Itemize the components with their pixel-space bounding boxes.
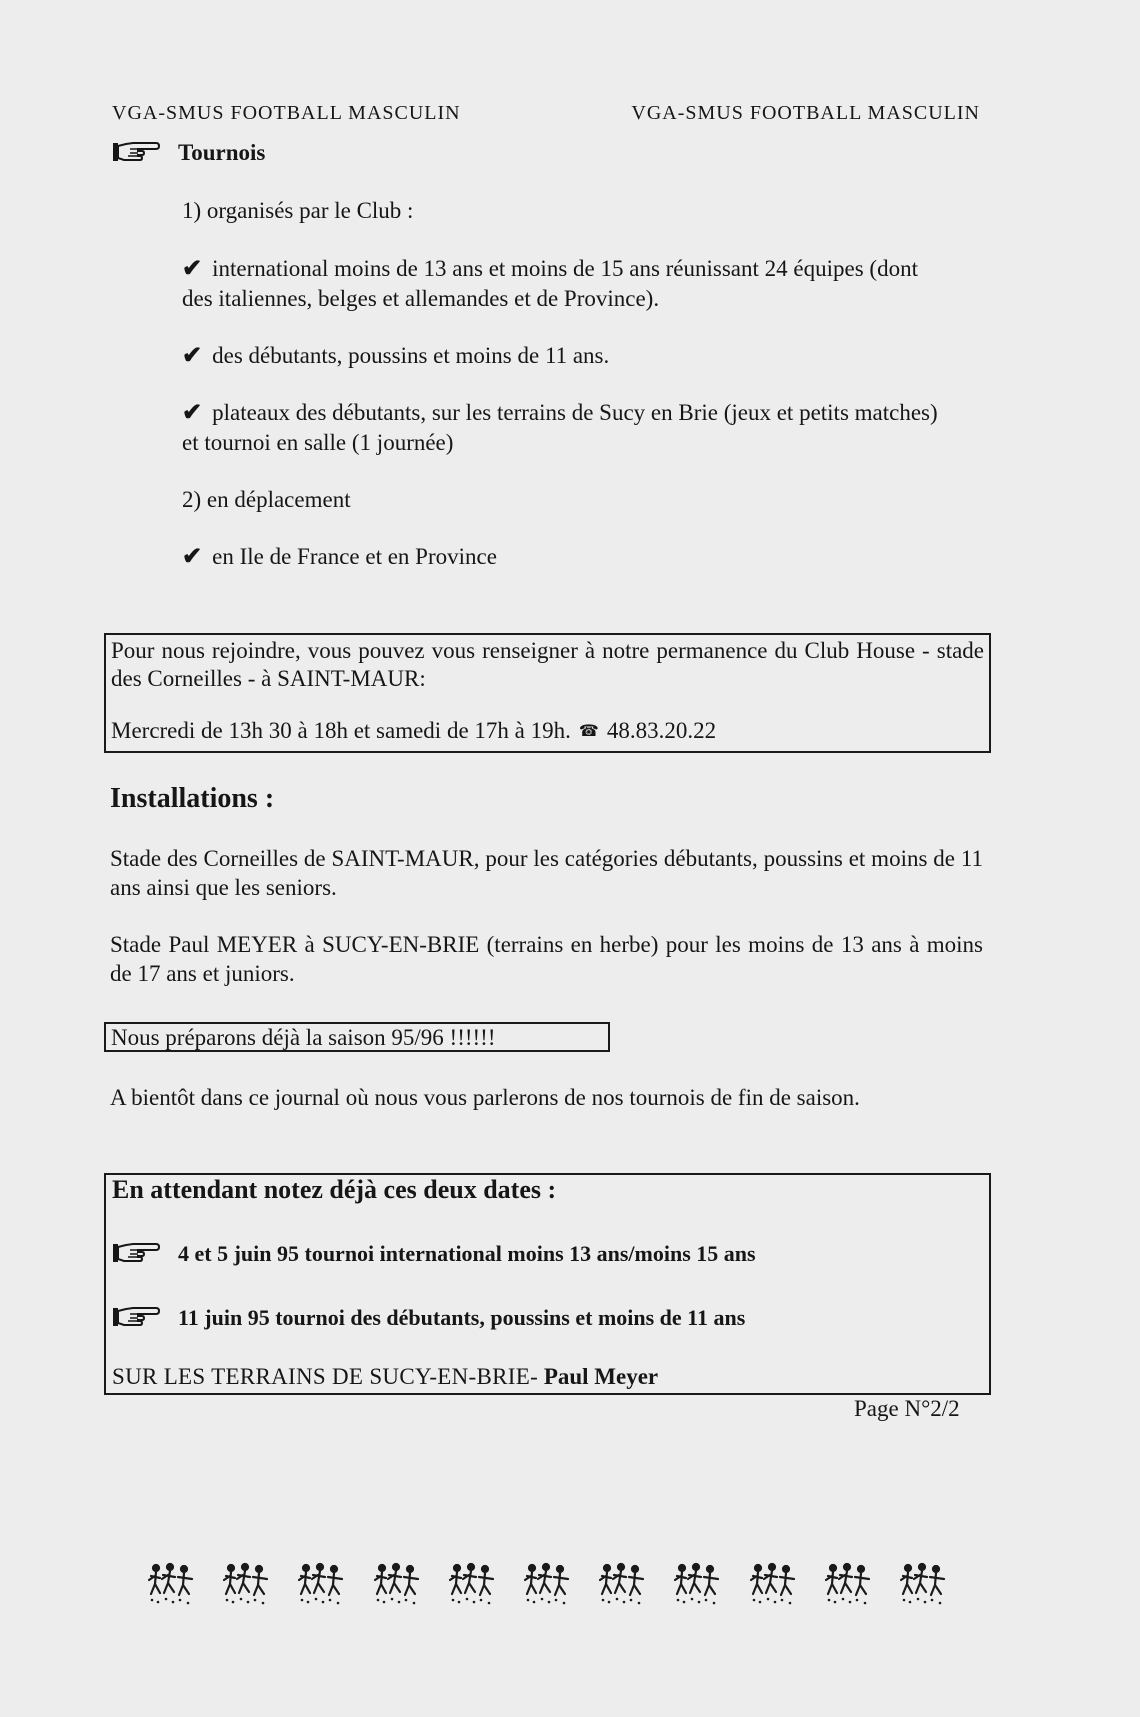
check-mark-icon: ✔	[182, 343, 203, 369]
tournois-title: Tournois	[178, 140, 266, 165]
running-figures-icon	[449, 1562, 497, 1608]
running-figures-icon	[900, 1562, 948, 1608]
page-number: Page N°2/2	[854, 1396, 960, 1421]
running-figures-icon	[223, 1562, 271, 1608]
away-item	[182, 542, 952, 572]
contact-schedule-line	[111, 717, 984, 746]
bientot-paragraph: A bientôt dans ce journal où nous vous parlerons de nos tournois de fin de saison.	[110, 1085, 860, 1110]
tournois-heading	[112, 140, 265, 166]
header-right: VGA-SMUS FOOTBALL MASCULIN	[631, 102, 980, 124]
pointing-hand-icon	[112, 1241, 160, 1265]
dates-box	[104, 1173, 991, 1395]
contact-phone: 48.83.20.22	[606, 718, 717, 743]
installations-paragraph: Stade des Corneilles de SAINT-MAUR, pour les catégories débutants, poussins et moins de 11 ans ainsi que les seniors.	[110, 846, 983, 900]
dates-title: En attendant notez déjà ces deux dates :	[112, 1175, 557, 1204]
running-figures-icon	[599, 1562, 647, 1608]
date-item	[112, 1305, 745, 1331]
club-item	[182, 254, 952, 313]
contact-text: Pour nous rejoindre, vous pouvez vous renseigner à notre permanence du Club House - stade des Corneilles - à SAINT-MAUR:	[111, 638, 984, 691]
contact-schedule: Mercredi de 13h 30 à 18h et samedi de 17h à 19h.	[111, 718, 571, 743]
away-heading: 2) en déplacement	[182, 487, 351, 512]
check-mark-icon: ✔	[182, 544, 203, 570]
telephone-icon: ☎	[578, 723, 599, 740]
check-mark-icon: ✔	[182, 400, 203, 426]
running-figures-icon	[524, 1562, 572, 1608]
club-item	[182, 341, 952, 371]
header-left: VGA-SMUS FOOTBALL MASCULIN	[112, 102, 461, 124]
running-figures-icon	[374, 1562, 422, 1608]
date-text: 4 et 5 juin 95 tournoi international moins 13 ans/moins 15 ans	[178, 1241, 756, 1266]
running-figures-icon	[148, 1562, 196, 1608]
club-item	[182, 398, 952, 457]
pointing-hand-icon	[112, 140, 160, 164]
away-item-text: en Ile de France et en Province	[212, 544, 497, 569]
season-text: Nous préparons déjà la saison 95/96 !!!!!!	[111, 1025, 496, 1050]
date-item	[112, 1241, 756, 1267]
club-heading: 1) organisés par le Club :	[182, 198, 414, 223]
installations-title: Installations :	[110, 783, 275, 814]
club-item-text: international moins de 13 ans et moins de 15 ans réunissant 24 équipes (dont des italiennes, belges et allemandes et de Province).	[182, 256, 918, 311]
club-item-text: des débutants, poussins et moins de 11 ans.	[212, 343, 610, 368]
running-figures-icon	[825, 1562, 873, 1608]
runners-decoration	[148, 1562, 948, 1612]
running-figures-icon	[750, 1562, 798, 1608]
check-mark-icon: ✔	[182, 256, 203, 282]
running-figures-icon	[298, 1562, 346, 1608]
running-figures-icon	[674, 1562, 722, 1608]
contact-box	[104, 633, 991, 753]
date-text: 11 juin 95 tournoi des débutants, poussins et moins de 11 ans	[178, 1305, 746, 1330]
dates-footer-name: Paul Meyer	[543, 1364, 659, 1389]
season-box	[104, 1022, 610, 1052]
dates-footer-caps: SUR LES TERRAINS DE SUCY-EN-BRIE-	[112, 1364, 539, 1389]
club-item-text: plateaux des débutants, sur les terrains de Sucy en Brie (jeux et petits matches) et tournoi en salle (1 journée)	[182, 400, 938, 455]
dates-footer	[112, 1364, 658, 1390]
installations-paragraph: Stade Paul MEYER à SUCY-EN-BRIE (terrains en herbe) pour les moins de 13 ans à moins de 17 ans et juniors.	[110, 932, 983, 986]
pointing-hand-icon	[112, 1305, 160, 1329]
